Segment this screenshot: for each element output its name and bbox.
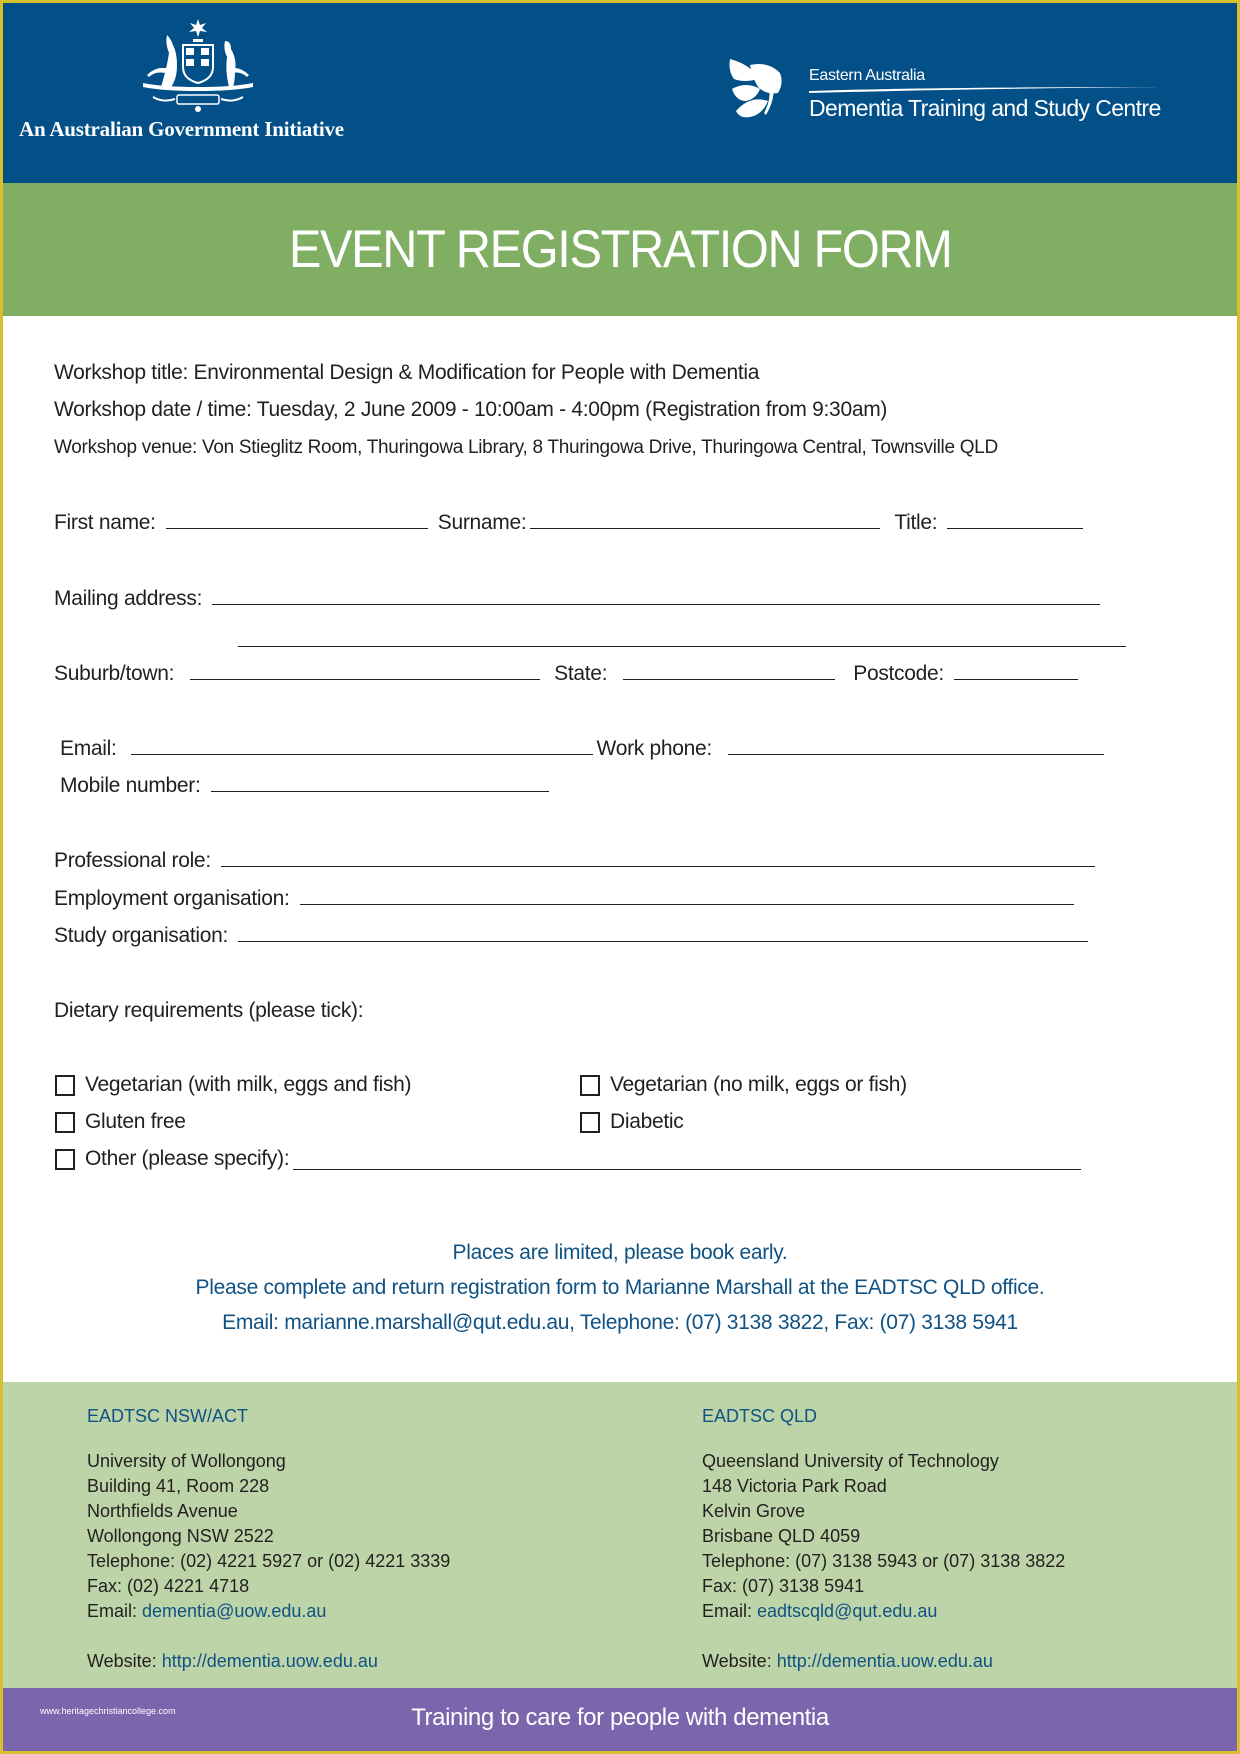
dietary-option-vegetarian-with[interactable]: Vegetarian (with milk, eggs and fish) (55, 1073, 411, 1097)
checkbox[interactable] (55, 1112, 75, 1133)
title-label: Title: (894, 511, 938, 534)
title-field[interactable] (947, 511, 1083, 529)
contact-details: Email: marianne.marshall@qut.edu.au, Telephone: (07) 3138 3822, Fax: (07) 3138 5941 (222, 1311, 1018, 1334)
tagline: Training to care for people with dementia (411, 1704, 829, 1731)
state-field[interactable] (623, 662, 835, 680)
state-label: State: (554, 662, 608, 685)
website-link[interactable]: http://dementia.uow.edu.au (776, 1651, 993, 1671)
header-banner (3, 3, 1237, 183)
email-label: Email: (60, 737, 117, 760)
postcode-label: Postcode: (853, 662, 944, 685)
study-org-field[interactable] (238, 924, 1088, 942)
work-phone-field[interactable] (728, 737, 1104, 755)
office-nsw-act: EADTSC NSW/ACT University of Wollongong Building 41, Room 228 Northfields Avenue Wollongong NSW 2522 Telephone: (02) 4221 5927 or (02) 4221 3339 Fax: (02) 4221 4718 Email: dementia@uow.edu.au Website: http://dementia.uow.edu.au (87, 1406, 451, 1671)
checkbox[interactable] (580, 1112, 600, 1133)
registration-form-page (3, 3, 1237, 1751)
email-link[interactable]: dementia@uow.edu.au (142, 1601, 327, 1621)
title-band (3, 183, 1237, 316)
places-limited-notice: Places are limited, please book early. (452, 1241, 788, 1264)
dietary-option-diabetic[interactable]: Diabetic (580, 1110, 683, 1134)
surname-label: Surname: (437, 511, 527, 534)
other-specify-field[interactable] (293, 1148, 1081, 1170)
professional-role-row (54, 849, 1095, 873)
mobile-field[interactable] (211, 774, 549, 792)
mobile-label: Mobile number: (60, 774, 201, 797)
page-title: EVENT REGISTRATION FORM (288, 220, 952, 279)
email-field[interactable] (131, 737, 593, 755)
website-link[interactable]: http://dementia.uow.edu.au (161, 1651, 378, 1671)
study-org-row (54, 924, 1088, 948)
leaf-logo-icon (728, 55, 788, 123)
postcode-field[interactable] (954, 662, 1078, 680)
mailing-address-field-1[interactable] (212, 587, 1100, 605)
email-link[interactable]: eadtscqld@qut.edu.au (757, 1601, 938, 1621)
contact-row (60, 737, 1104, 761)
offices-footer (3, 1382, 1237, 1688)
employment-org-field[interactable] (300, 887, 1074, 905)
office-heading: EADTSC NSW/ACT (87, 1406, 249, 1426)
professional-role-label: Professional role: (54, 849, 211, 872)
checkbox[interactable] (55, 1149, 75, 1170)
first-name-label: First name: (54, 511, 156, 534)
suburb-label: Suburb/town: (54, 662, 175, 685)
org-name: Dementia Training and Study Centre (809, 95, 1161, 121)
name-row (54, 511, 1083, 535)
mailing-address-row (54, 587, 1100, 611)
employment-org-row (54, 887, 1074, 911)
work-phone-label: Work phone: (596, 737, 712, 760)
mailing-address-field-2[interactable] (238, 629, 1126, 647)
professional-role-field[interactable] (221, 849, 1095, 867)
return-instructions: Please complete and return registration form to Marianne Marshall at the EADTSC QLD office. (195, 1276, 1045, 1299)
employment-org-label: Employment organisation: (54, 887, 290, 910)
first-name-field[interactable] (166, 511, 428, 529)
mobile-row (60, 774, 549, 798)
dietary-option-vegetarian-no[interactable]: Vegetarian (no milk, eggs or fish) (580, 1073, 907, 1097)
workshop-venue: Workshop venue: Von Stieglitz Room, Thuringowa Library, 8 Thuringowa Drive, Thuringowa Central, Townsville QLD (54, 437, 998, 458)
gov-initiative-text: An Australian Government Initiative (19, 117, 344, 141)
surname-field[interactable] (530, 511, 880, 529)
dietary-heading: Dietary requirements (please tick): (54, 999, 364, 1022)
suburb-field[interactable] (190, 662, 540, 680)
workshop-date: Workshop date / time: Tuesday, 2 June 2009 - 10:00am - 4:00pm (Registration from 9:30am) (54, 398, 888, 421)
tagline-band (3, 1688, 1237, 1751)
mailing-address-label: Mailing address: (54, 587, 203, 610)
office-heading: EADTSC QLD (702, 1406, 818, 1426)
mailing-address-row-2 (238, 629, 1126, 647)
org-subtitle: Eastern Australia (809, 67, 925, 84)
office-qld: EADTSC QLD Queensland University of Technology 148 Victoria Park Road Kelvin Grove Brisbane QLD 4059 Telephone: (07) 3138 5943 or (07) 3138 3822 Fax: (07) 3138 5941 Email: eadtscqld@qut.edu.au Website: http://dementia.uow.edu.au (702, 1406, 1066, 1671)
checkbox[interactable] (55, 1075, 75, 1096)
study-org-label: Study organisation: (54, 924, 229, 947)
dietary-option-other[interactable]: Other (please specify): (55, 1147, 1081, 1171)
checkbox[interactable] (580, 1075, 600, 1096)
swoosh-decoration (809, 85, 1159, 95)
watermark-text: www.heritagechristiancollege.com (40, 1706, 176, 1716)
suburb-row (54, 662, 1078, 686)
workshop-title: Workshop title: Environmental Design & Modification for People with Dementia (54, 361, 760, 384)
dietary-option-gluten-free[interactable]: Gluten free (55, 1110, 186, 1134)
coat-of-arms-icon (133, 17, 263, 113)
